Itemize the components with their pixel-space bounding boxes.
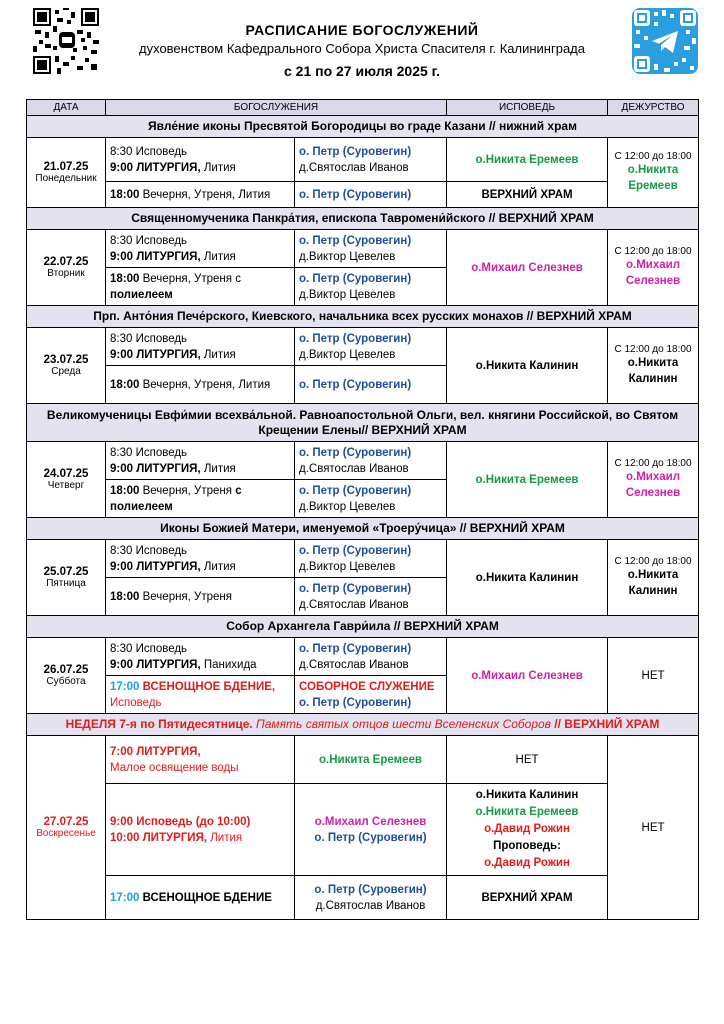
duty-priest: о.Никита Калинин: [627, 569, 679, 597]
priest: о. Петр (Суровегин): [299, 582, 412, 595]
service-time: 18:00: [110, 188, 140, 201]
duty-cell: [608, 328, 699, 404]
priest: о. Петр (Суровегин): [299, 332, 412, 345]
date: 24.07.25: [43, 468, 89, 480]
clergy-cell: [295, 784, 447, 876]
service-liturgy: 10:00 ЛИТУРГИЯ,: [110, 831, 208, 844]
clergy-cell: [295, 876, 447, 920]
clergy-cell: о.Никита Еремеев: [295, 736, 447, 784]
priest: о. Петр (Суровегин): [299, 544, 412, 557]
service-line: 8:30 Исповедь: [110, 332, 188, 345]
feast-title: Великомученицы Евфи́мии всехва́льной. Равноапостольной Ольги, вел. княгини Российской, во Святом Крещении Елены// ВЕРХНИЙ ХРАМ: [27, 404, 699, 442]
deacon: д.Святослав Иванов: [299, 658, 409, 671]
date: 25.07.25: [43, 566, 89, 578]
weekday: Среда: [51, 366, 81, 377]
date: 21.07.25: [43, 161, 89, 173]
service-line: с: [235, 484, 242, 497]
clergy-cell: [295, 480, 447, 518]
service-liturgy: 9:00 ЛИТУРГИЯ,: [110, 161, 201, 174]
service-cell: [106, 736, 295, 784]
priest: о. Петр (Суровегин): [299, 696, 412, 709]
weekday: Пятница: [46, 578, 86, 589]
duty-priest: НЕТ: [641, 821, 665, 834]
clergy-cell: [295, 578, 447, 616]
schedule-table: [26, 99, 699, 920]
feast-title: Иконы Божией Матери, именуемой «Троеру́чица» // ВЕРХНИЙ ХРАМ: [27, 518, 699, 540]
service-liturgy: 9:00 ЛИТУРГИЯ,: [110, 348, 201, 361]
date-cell: [27, 442, 106, 518]
service-line: 8:30 Исповедь: [110, 234, 188, 247]
feast-title: Священномученика Панкра́тия, епископа Тавромени́йского // ВЕРХНИЙ ХРАМ: [27, 208, 699, 230]
service-line: Вечерня, Утреня: [139, 590, 232, 603]
clergy-cell: [295, 182, 447, 208]
priest: о. Петр (Суровегин): [299, 272, 412, 285]
confession-cell: о.Михаил Селезнев: [447, 638, 608, 714]
sermon-label: Проповедь:: [493, 840, 561, 852]
confession-cell: ВЕРХНИЙ ХРАМ: [447, 876, 608, 920]
service-cell: [106, 676, 295, 714]
weekday: Понедельник: [35, 173, 97, 184]
duty-priest: о.Михаил Селезнев: [625, 259, 681, 287]
column-header-date: ДАТА: [27, 100, 106, 116]
column-header-services: БОГОСЛУЖЕНИЯ: [106, 100, 447, 116]
clergy-cell: [295, 328, 447, 366]
column-header-confession: ИСПОВЕДЬ: [447, 100, 608, 116]
confessor: о.Никита Калинин: [475, 789, 579, 801]
priest: о. Петр (Суровегин): [299, 642, 412, 655]
service-cell: [106, 268, 295, 306]
feast-title: [27, 714, 699, 736]
service-line: 8:30 Исповедь: [110, 145, 188, 158]
service-cell: [106, 328, 295, 366]
clergy-cell: [295, 638, 447, 676]
service-cell: [106, 480, 295, 518]
confession-cell: ВЕРХНИЙ ХРАМ: [447, 182, 608, 208]
service-cell: [106, 442, 295, 480]
service-time: 18:00: [110, 272, 140, 285]
confession-cell: о.Никита Калинин: [447, 540, 608, 616]
deacon: д.Виктор Цевелев: [299, 348, 396, 361]
duty-time: С 12:00 до 18:00: [614, 344, 692, 355]
service-note: Лития: [200, 250, 236, 263]
telegram-qr-code: [632, 8, 698, 74]
service-liturgy: 9:00 ЛИТУРГИЯ,: [110, 462, 201, 475]
date-cell: [27, 638, 106, 714]
confession-cell: НЕТ: [447, 736, 608, 784]
service-cell: [106, 876, 295, 920]
service-time: 18:00: [110, 484, 140, 497]
priest: о. Петр (Суровегин): [299, 234, 412, 247]
service-line: Вечерня, Утреня: [139, 484, 236, 497]
weekday: Воскресенье: [36, 828, 96, 839]
deacon: д.Виктор Цевелев: [299, 500, 396, 513]
date-range: с 21 по 27 июля 2025 г.: [283, 63, 441, 79]
deacon: д.Святослав Иванов: [299, 161, 409, 174]
confessor: о.Давид Рожин: [484, 823, 570, 835]
service-cell: [106, 540, 295, 578]
date-cell: [27, 138, 106, 208]
service-cell: [106, 638, 295, 676]
date-cell: [27, 230, 106, 306]
priest: о.Михаил Селезнев: [314, 815, 427, 828]
clergy-cell: [295, 230, 447, 268]
deacon: д.Святослав Иванов: [299, 598, 409, 611]
date: 23.07.25: [43, 354, 89, 366]
service-note: Лития: [200, 348, 236, 361]
duty-priest: НЕТ: [641, 669, 665, 682]
service-line: полиелеем: [110, 288, 173, 301]
clergy-cell: [295, 442, 447, 480]
service-time: 18:00: [110, 590, 140, 603]
priest: о. Петр (Суровегин): [299, 446, 412, 459]
clergy-cell: [295, 366, 447, 404]
weekday: Четверг: [47, 480, 85, 491]
duty-time: С 12:00 до 18:00: [614, 556, 692, 567]
date: 26.07.25: [43, 664, 89, 676]
service-liturgy: 9:00 ЛИТУРГИЯ,: [110, 658, 201, 671]
service-cell: [106, 230, 295, 268]
duty-cell: [608, 442, 699, 518]
duty-cell: [608, 638, 699, 714]
service-note: Лития: [200, 560, 236, 573]
duty-cell: [608, 736, 699, 920]
column-header-duty: ДЕЖУРСТВО: [608, 100, 699, 116]
cathedral-service: СОБОРНОЕ СЛУЖЕНИЕ: [299, 680, 435, 693]
confession-cell: о.Михаил Селезнев: [447, 230, 608, 306]
date: 22.07.25: [43, 256, 89, 268]
feast-title: Собор Архангела Гаври́ила // ВЕРХНИЙ ХРАМ: [27, 616, 699, 638]
service-line: полиелеем: [110, 500, 173, 513]
date-cell: [27, 328, 106, 404]
service-line: Исповедь: [110, 696, 162, 709]
service-line: 8:30 Исповедь: [110, 446, 188, 459]
service-line: 9:00 Исповедь (до 10:00): [110, 815, 251, 828]
service-line: 8:30 Исповедь: [110, 544, 188, 557]
service-note: Панихида: [200, 658, 257, 671]
service-line: ВСЕНОЩНОЕ БДЕНИЕ: [139, 891, 272, 904]
clergy-cell: [295, 138, 447, 182]
service-cell: [106, 182, 295, 208]
date-cell: [27, 540, 106, 616]
deacon: д.Святослав Иванов: [299, 462, 409, 475]
priest: о. Петр (Суровегин): [314, 883, 427, 896]
clergy-cell: [295, 540, 447, 578]
confession-cell: о.Никита Калинин: [447, 328, 608, 404]
document-subtitle: духовенством Кафедрального Собора Христа Спасителя г. Калининграда: [139, 41, 585, 56]
service-line: Малое освящение воды: [110, 761, 239, 774]
priest: о. Петр (Суровегин): [299, 484, 412, 497]
deacon: д.Виктор Цевелев: [299, 288, 396, 301]
priest: о. Петр (Суровегин): [299, 378, 412, 391]
feast-separator: //: [550, 717, 565, 731]
clergy-cell: [295, 676, 447, 714]
service-cell: [106, 578, 295, 616]
service-time: 18:00: [110, 378, 140, 391]
service-line: Вечерня, Утреня, Лития: [139, 378, 271, 391]
priest: о. Петр (Суровегин): [299, 145, 412, 158]
deacon: д.Виктор Цевелев: [299, 560, 396, 573]
confessor: о.Никита Еремеев: [475, 806, 579, 818]
service-note: Лития: [200, 161, 236, 174]
service-cell: [106, 366, 295, 404]
service-cell: [106, 784, 295, 876]
service-cell: [106, 138, 295, 182]
weekday: Вторник: [47, 268, 85, 279]
service-line: 8:30 Исповедь: [110, 642, 188, 655]
confession-cell: [447, 784, 608, 876]
service-time: 17:00: [110, 680, 140, 693]
vk-qr-code: [33, 8, 99, 74]
feast-commemoration: Память святых отцов шести Вселенских Соборов: [252, 717, 551, 731]
service-note: Лития: [200, 462, 236, 475]
feast-location: ВЕРХНИЙ ХРАМ: [564, 717, 660, 731]
clergy-cell: [295, 268, 447, 306]
duty-time: С 12:00 до 18:00: [614, 151, 692, 162]
service-line: ВСЕНОЩНОЕ БДЕНИЕ,: [139, 680, 276, 693]
document-title: РАСПИСАНИЕ БОГОСЛУЖЕНИЙ: [245, 22, 479, 38]
duty-priest: о.Никита Калинин: [627, 357, 679, 385]
duty-time: С 12:00 до 18:00: [614, 246, 692, 257]
date-cell: [27, 736, 106, 920]
date: 27.07.25: [43, 816, 89, 828]
priest: о. Петр (Суровегин): [299, 188, 412, 201]
duty-cell: [608, 540, 699, 616]
duty-priest: о.Михаил Селезнев: [625, 471, 681, 499]
service-note: Лития: [207, 831, 243, 844]
confession-cell: о.Никита Еремеев: [447, 442, 608, 518]
confession-cell: о.Никита Еремеев: [447, 138, 608, 182]
service-line: Вечерня, Утреня, Лития: [139, 188, 271, 201]
feast-title: Явле́ние иконы Пресвятой Богородицы во граде Казани // нижний храм: [27, 116, 699, 138]
preacher: о.Давид Рожин: [484, 857, 570, 869]
priest: о. Петр (Суровегин): [314, 831, 427, 844]
duty-cell: [608, 138, 699, 208]
feast-sunday: НЕДЕЛЯ 7-я по Пятидесятнице.: [65, 717, 253, 731]
duty-cell: [608, 230, 699, 306]
duty-time: С 12:00 до 18:00: [614, 458, 692, 469]
deacon: д.Виктор Цевелев: [299, 250, 396, 263]
service-line: Вечерня, Утреня с: [139, 272, 241, 285]
feast-title: Прп. Анто́ния Пече́рского, Киевского, начальника всех русских монахов // ВЕРХНИЙ ХРАМ: [27, 306, 699, 328]
deacon: д.Святослав Иванов: [315, 899, 426, 912]
service-liturgy: 7:00 ЛИТУРГИЯ,: [110, 745, 201, 758]
service-liturgy: 9:00 ЛИТУРГИЯ,: [110, 560, 201, 573]
service-time: 17:00: [110, 891, 140, 904]
service-liturgy: 9:00 ЛИТУРГИЯ,: [110, 250, 201, 263]
weekday: Суббота: [46, 676, 86, 687]
duty-priest: о.Никита Еремеев: [627, 164, 679, 192]
